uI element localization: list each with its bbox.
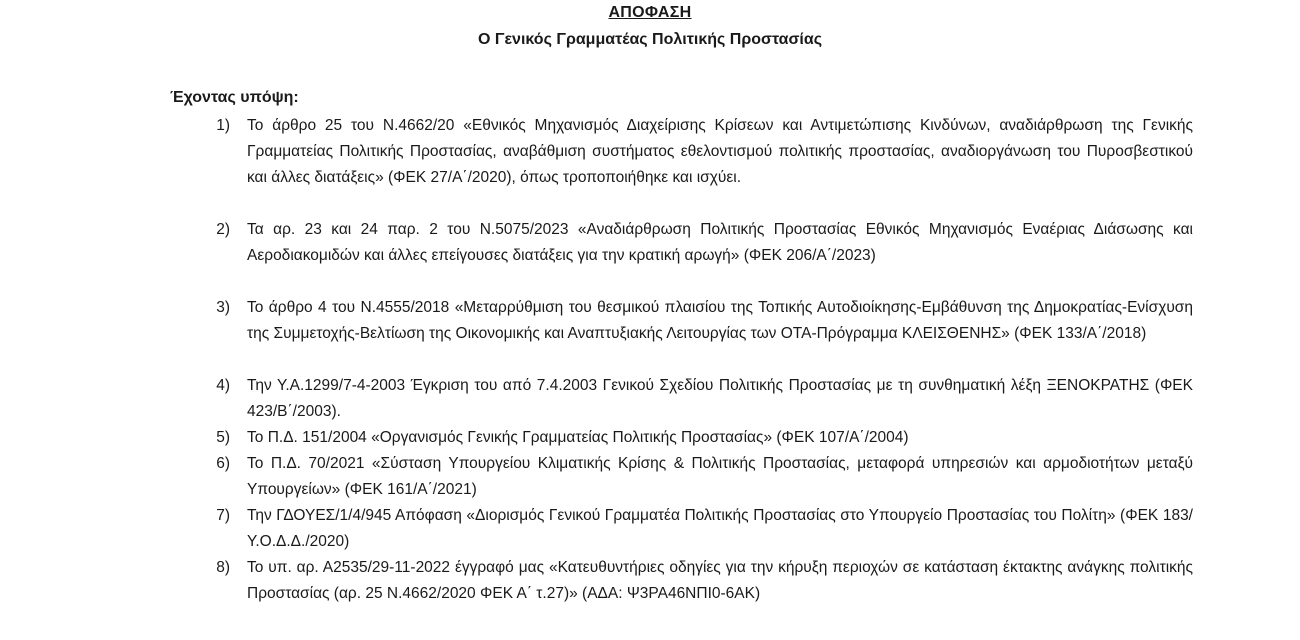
- document-subheading: Ο Γενικός Γραμματέας Πολιτικής Προστασίας: [477, 31, 823, 48]
- item-number: 5): [216, 429, 230, 446]
- item-text: Την Υ.Α.1299/7-4-2003 Έγκριση του από 7.4.2003 Γενικού Σχεδίου Πολιτικής Προστασίας με τη συνθηματική λέξη ΞΕΝΟΚΡΑΤΗΣ (ΦΕΚ 423/Β΄/2003).: [247, 377, 1193, 420]
- item-number: 6): [216, 455, 230, 472]
- item-number: 4): [216, 377, 230, 394]
- item-number: 7): [216, 507, 230, 524]
- item-text: Το υπ. αρ. Α2535/29-11-2022 έγγραφό μας «Κατευθυντήριες οδηγίες για την κήρυξη περιοχών σε κατάσταση έκτακτης ανάγκης πολιτικής Προστασίας (αρ. 25 Ν.4662/2020 ΦΕΚ Α΄ τ.27)» (ΑΔΑ: Ψ3ΡΑ46ΝΠΙ0-6ΑΚ): [247, 559, 1193, 602]
- intro-label: Έχοντας υπόψη:: [170, 89, 299, 106]
- item-text: Το άρθρο 4 του Ν.4555/2018 «Μεταρρύθμιση του θεσμικού πλαισίου της Τοπικής Αυτοδιοίκησης-Εμβάθυνση της Δημοκρατίας-Ενίσχυση της Συμμετοχής-Βελτίωση της Οικονομικής και Αναπτυξιακής Λειτουργίας των ΟΤΑ-Πρόγραμμα ΚΛΕΙΣΘΕΝΗΣ» (ΦΕΚ 133/Α΄/2018): [247, 299, 1193, 342]
- item-number: 2): [216, 221, 230, 238]
- item-number: 1): [216, 117, 230, 134]
- item-text: Το Π.Δ. 70/2021 «Σύσταση Υπουργείου Κλιματικής Κρίσης & Πολιτικής Προστασίας, μεταφορά υπηρεσιών και αρμοδιοτήτων μεταξύ Υπουργείων» (ΦΕΚ 161/Α΄/2021): [247, 455, 1193, 498]
- item-text: Την ΓΔΟΥΕΣ/1/4/945 Απόφαση «Διορισμός Γενικού Γραμματέα Πολιτικής Προστασίας στο Υπουργείο Προστασίας του Πολίτη» (ΦΕΚ 183/Υ.Ο.Δ.Δ./2020): [247, 507, 1193, 550]
- item-number: 3): [216, 299, 230, 316]
- document-heading: ΑΠΟΦΑΣΗ: [608, 4, 692, 21]
- item-text: Το Π.Δ. 151/2004 «Οργανισμός Γενικής Γραμματείας Πολιτικής Προστασίας» (ΦΕΚ 107/Α΄/2004): [247, 429, 909, 446]
- item-number: 8): [216, 559, 230, 576]
- item-text: Τα αρ. 23 και 24 παρ. 2 του Ν.5075/2023 «Αναδιάρθρωση Πολιτικής Προστασίας Εθνικός Μηχανισμός Εναέριας Διάσωσης και Αεροδιακομιδών και άλλες επείγουσες διατάξεις για την κρατική αρωγή» (ΦΕΚ 206/Α΄/2023): [247, 221, 1193, 264]
- item-text: Το άρθρο 25 του Ν.4662/20 «Εθνικός Μηχανισμός Διαχείρισης Κρίσεων και Αντιμετώπισης Κινδύνων, αναδιάρθρωση της Γενικής Γραμματείας Πολιτικής Προστασίας, αναβάθμιση συστήματος εθελοντισμού πολιτικής προστασίας, αναδιοργάνωση του Πυροσβεστικού και άλλες διατάξεις» (ΦΕΚ 27/Α΄/2020), όπως τροποποιήθηκε και ισχύει.: [247, 117, 1193, 186]
